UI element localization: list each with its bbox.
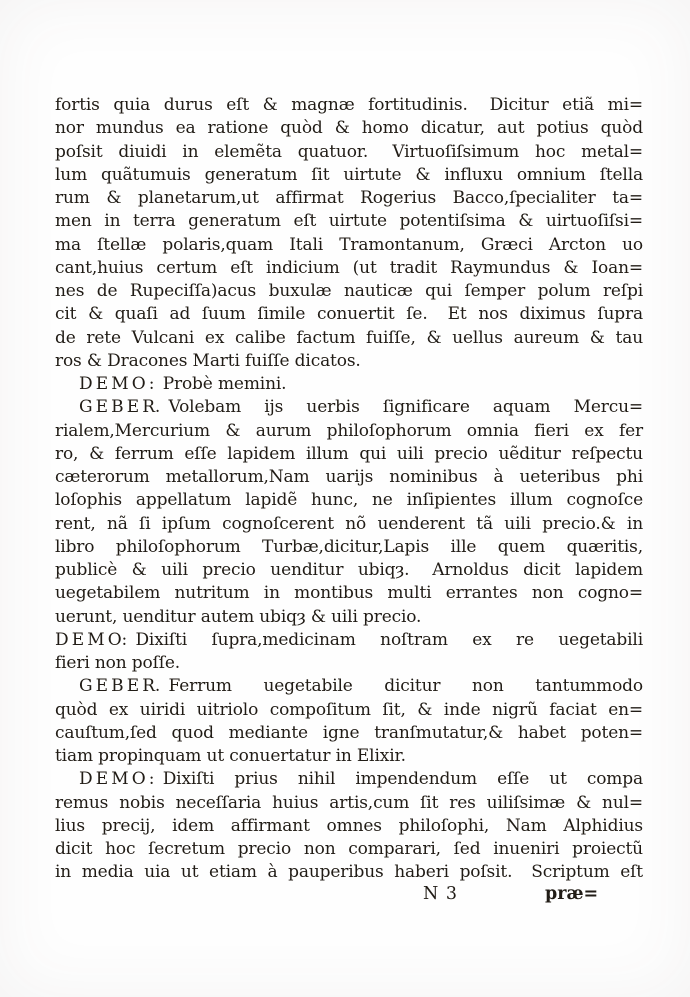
text-line: lum quãtumuis generatum ſit uirtute & influxu omnium ſtella (55, 164, 643, 185)
text-line: in media uia ut etiam à pauperibus haberi poſsit. Scriptum eſt (55, 862, 643, 883)
text-line: nes de Rupeciſſa)acus buxulæ nauticæ qui ſemper polum reſpi (55, 281, 643, 301)
text-line: cauſtum,ſed quod mediante igne tranſmutatur,& habet poten= (55, 722, 643, 743)
text-block (55, 94, 643, 885)
text-line: fortis quia durus eſt & magnæ fortitudinis. Dicitur etiã mi= (55, 95, 643, 115)
text-line: ma ſtellæ polaris,quam Itali Tramontanum, Græci Arcton uo (55, 234, 643, 255)
text-line: tiam propinquam ut conuertatur in Elixir. (55, 746, 406, 766)
text-line: uerunt, uenditur autem ubiqȝ & uili precio. (55, 606, 422, 627)
text-line: lius precij, idem affirmant omnes philoſophi, Nam Alphidius (55, 815, 643, 836)
text-line: ros & Dracones Marti fuiſſe dicatos. (55, 350, 361, 371)
text-line: D E M O: Dixiſti ſupra,medicinam noſtram ex re uegetabili (55, 629, 643, 650)
signature-mark: N 3 (423, 884, 459, 904)
footer-line (55, 884, 643, 910)
text-line: poſsit diuidi in elemẽta quatuor. Virtuoſiſsimum hoc metal= (55, 141, 643, 162)
text-line: loſophis appellatum lapidẽ hunc, ne inſipientes illum cognoſce (55, 490, 643, 511)
text-line: cit & quaſi ad ſuum ſimile conuertit ſe. Et nos diximus ſupra (55, 304, 643, 325)
text-line: publicè & uili precio uenditur ubiqȝ. Arnoldus dicit lapidem (55, 560, 643, 580)
text-line: G E B E R. Ferrum uegetabile dicitur non tantummodo (79, 676, 643, 697)
text-line: D E M O : Dixiſti prius nihil impendendum eſſe ut compa (79, 769, 643, 790)
text-line: uegetabilem nutritum in montibus multi errantes non cogno= (55, 583, 643, 604)
text-line: D E M O : Probè memini. (79, 374, 287, 394)
text-line: de rete Vulcani ex calibe factum fuiſſe, & uellus aureum & tau (55, 327, 643, 348)
text-line: G E B E R. Volebam ijs uerbis ſignificare aquam Mercu= (79, 397, 643, 418)
text-line: libro philoſophorum Turbæ,dicitur,Lapis ille quem quæritis, (55, 536, 643, 557)
text-line: dicit hoc ſecretum precio non comparari, ſed inueniri proiectũ (55, 839, 643, 859)
text-line: cæterorum metallorum,Nam uarijs nominibus à ueteribus phi (55, 467, 643, 487)
text-line: remus nobis neceſſaria huius artis,cum ſit res uiliſsimæ & nul= (55, 792, 643, 813)
text-line: rum & planetarum,ut affirmat Rogerius Bacco,ſpecialiter ta= (55, 188, 643, 208)
text-line: men in terra generatum eſt uirtute potentiſsima & uirtuoſiſsi= (55, 211, 643, 232)
text-line: ro, & ferrum eſſe lapidem illum qui uili precio uẽditur reſpectu (55, 443, 643, 464)
text-line: fieri non poſſe. (55, 653, 181, 673)
catchword: præ= (545, 884, 599, 904)
text-line: cant,huius certum eſt indicium (ut tradit Raymundus & Ioan= (55, 257, 643, 278)
text-line: rent, nã ſi ipſum cognoſcerent nõ uenderent tã uili precio.& in (55, 513, 643, 534)
text-line: rialem,Mercurium & aurum philoſophorum omnia fieri ex fer (55, 420, 643, 441)
text-line: quòd ex uiridi uitriolo compoſitum ſit, & inde nigrũ faciat en= (55, 699, 643, 720)
text-line: nor mundus ea ratione quòd & homo dicatur, aut potius quòd (55, 118, 643, 139)
